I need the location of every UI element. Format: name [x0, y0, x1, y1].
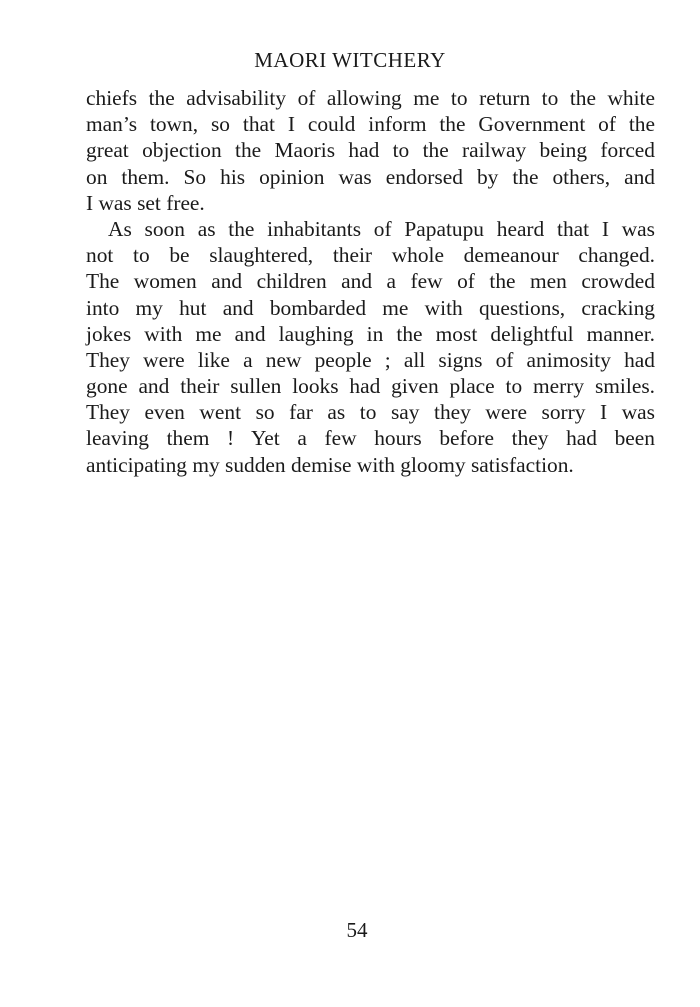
- text-line: into my hut and bombarded me with questions, cracking: [86, 295, 655, 320]
- text-line: leaving them ! Yet a few hours before they had been: [86, 426, 655, 451]
- text-line: not to be slaughtered, their whole demeanour changed.: [86, 243, 655, 268]
- text-line: on them. So his opinion was endorsed by the others, and: [86, 164, 655, 189]
- page-number: 54: [346, 918, 368, 942]
- text-line: I was set free.: [86, 190, 205, 215]
- running-head: MAORI WITCHERY: [254, 48, 446, 72]
- text-line: man’s town, so that I could inform the Government of the: [86, 112, 655, 137]
- text-line: They were like a new people ; all signs of animosity had: [86, 347, 655, 372]
- text-line: gone and their sullen looks had given place to merry smiles.: [86, 374, 655, 399]
- text-line: chiefs the advisability of allowing me to return to the white: [86, 86, 655, 110]
- text-line: The women and children and a few of the men crowded: [86, 269, 655, 294]
- text-line: great objection the Maoris had to the railway being forced: [86, 138, 655, 163]
- text-line: anticipating my sudden demise with gloomy satisfaction.: [86, 452, 574, 477]
- text-line: They even went so far as to say they were sorry I was: [86, 400, 655, 425]
- paragraph-start-line: As soon as the inhabitants of Papatupu heard that I was: [108, 216, 655, 241]
- body-text: [86, 85, 655, 478]
- text-line: jokes with me and laughing in the most delightful manner.: [86, 321, 655, 346]
